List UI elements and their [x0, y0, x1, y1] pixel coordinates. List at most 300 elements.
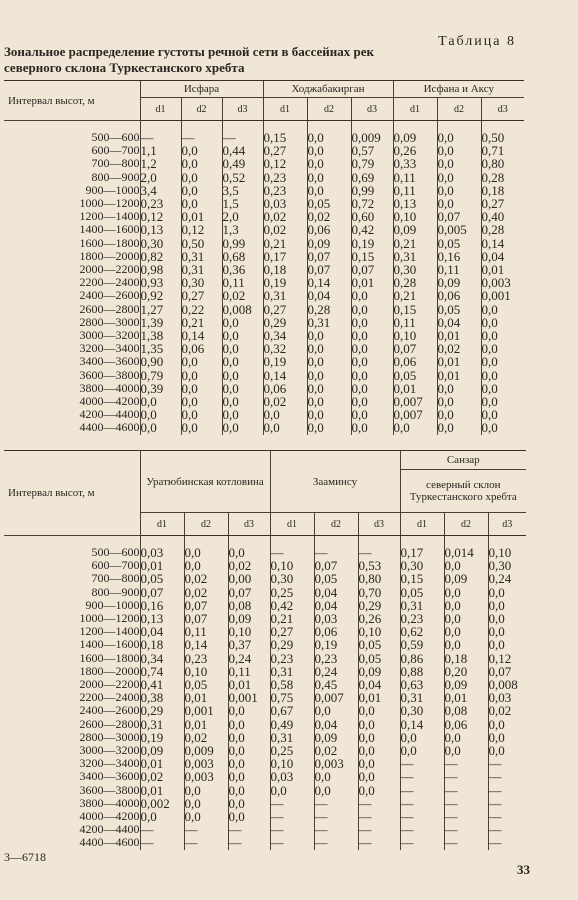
value-cell: 0,62 — [400, 625, 444, 638]
value-cell: 0,0 — [140, 395, 181, 408]
value-cell: 0,0 — [351, 408, 393, 421]
value-cell: 0,27 — [181, 289, 222, 302]
value-cell: 0,17 — [263, 250, 307, 263]
value-cell: 0,0 — [307, 408, 351, 421]
value-cell: 0,05 — [184, 678, 228, 691]
column-header: d2 — [184, 513, 228, 536]
value-cell: 0,30 — [393, 263, 437, 276]
value-cell: 0,0 — [437, 131, 481, 144]
value-cell: — — [181, 131, 222, 144]
value-cell: 0,30 — [400, 704, 444, 717]
interval-cell: 900—1000 — [85, 597, 140, 612]
value-cell: 0,0 — [181, 421, 222, 434]
value-cell: 0,0 — [351, 382, 393, 395]
value-cell: 0,39 — [140, 382, 181, 395]
value-cell: 0,02 — [222, 289, 263, 302]
value-cell: 0,0 — [481, 303, 524, 316]
value-cell: 0,12 — [181, 223, 222, 236]
value-cell: 0,07 — [307, 250, 351, 263]
value-cell: 0,0 — [181, 144, 222, 157]
value-cell: 0,26 — [393, 144, 437, 157]
value-cell: 0,0 — [263, 408, 307, 421]
interval-cell: 2400—2600 — [79, 288, 140, 303]
value-cell: 0,0 — [181, 184, 222, 197]
value-cell: 0,05 — [314, 572, 358, 585]
title-line-1: Зональное распределение густоты речной сети в бассейнах рек — [4, 44, 374, 59]
value-cell: 0,0 — [351, 395, 393, 408]
value-cell: 0,59 — [400, 638, 444, 651]
interval-cell: 3000—3200 — [79, 743, 140, 758]
interval-cell: 2600—2800 — [79, 301, 140, 316]
value-cell: 0,09 — [140, 744, 184, 757]
value-cell: 0,0 — [351, 355, 393, 368]
value-cell: 0,0 — [351, 329, 393, 342]
value-cell: 0,0 — [351, 289, 393, 302]
column-header: d2 — [307, 98, 351, 121]
interval-cell: 2400—2600 — [79, 703, 140, 718]
value-cell: 0,0 — [488, 599, 526, 612]
value-cell: 0,0 — [222, 316, 263, 329]
value-cell: 3,5 — [222, 184, 263, 197]
interval-cell: 4000—4200 — [79, 394, 140, 409]
value-cell: 0,0 — [481, 382, 524, 395]
value-cell: 0,0 — [437, 395, 481, 408]
value-cell: 0,0 — [270, 784, 314, 797]
value-cell: 1,5 — [222, 197, 263, 210]
table-row — [4, 718, 526, 731]
value-cell: 1,27 — [140, 303, 181, 316]
value-cell: 0,0 — [314, 784, 358, 797]
value-cell: — — [314, 797, 358, 810]
value-cell: — — [314, 810, 358, 823]
value-cell: 0,15 — [393, 303, 437, 316]
value-cell: 0,19 — [351, 237, 393, 250]
value-cell: 0,0 — [140, 421, 181, 434]
value-cell: 0,24 — [488, 572, 526, 585]
interval-cell: 4200—4400 — [79, 822, 140, 837]
table-row — [4, 836, 526, 849]
value-cell: 0,0 — [140, 408, 181, 421]
value-cell: — — [140, 836, 184, 849]
table-label: Таблица 8 — [438, 34, 516, 49]
value-cell: 0,07 — [184, 599, 228, 612]
value-cell: 0,001 — [228, 691, 270, 704]
value-cell: 0,99 — [351, 184, 393, 197]
value-cell: 0,0 — [181, 369, 222, 382]
value-cell: 0,01 — [140, 784, 184, 797]
value-cell: 0,0 — [222, 342, 263, 355]
interval-cell: 500—600 — [91, 130, 140, 144]
value-cell: 0,38 — [140, 691, 184, 704]
interval-header: Интервал высот, м — [4, 81, 140, 121]
value-cell: 0,06 — [444, 718, 488, 731]
value-cell: — — [444, 823, 488, 836]
value-cell: — — [444, 810, 488, 823]
value-cell: 0,07 — [393, 342, 437, 355]
value-cell: 0,23 — [184, 652, 228, 665]
print-code: 3—6718 — [4, 850, 46, 864]
value-cell: 0,0 — [351, 316, 393, 329]
value-cell: — — [488, 810, 526, 823]
value-cell: 0,06 — [393, 355, 437, 368]
value-cell: 0,01 — [437, 355, 481, 368]
value-cell: 0,11 — [228, 665, 270, 678]
value-cell: 0,70 — [358, 586, 400, 599]
value-cell: 2,0 — [140, 171, 181, 184]
value-cell: 0,05 — [437, 237, 481, 250]
value-cell: 0,10 — [393, 210, 437, 223]
value-cell: 0,002 — [140, 797, 184, 810]
value-cell: — — [228, 836, 270, 849]
table-row — [4, 638, 526, 651]
value-cell: 0,0 — [228, 718, 270, 731]
value-cell: 2,0 — [222, 210, 263, 223]
value-cell: 0,27 — [263, 303, 307, 316]
interval-cell: 900—1000 — [85, 182, 140, 197]
value-cell: 0,29 — [358, 599, 400, 612]
value-cell: 0,0 — [444, 599, 488, 612]
value-cell: 0,0 — [444, 559, 488, 572]
interval-cell: 3600—3800 — [79, 367, 140, 382]
value-cell: 0,09 — [437, 276, 481, 289]
value-cell: 0,0 — [481, 329, 524, 342]
value-cell: 0,0 — [393, 421, 437, 434]
value-cell: 0,0 — [222, 355, 263, 368]
column-header: d2 — [437, 98, 481, 121]
value-cell: 0,49 — [270, 718, 314, 731]
value-cell: 0,17 — [400, 546, 444, 559]
value-cell: — — [488, 757, 526, 770]
value-cell: 0,88 — [400, 665, 444, 678]
value-cell: 0,0 — [400, 744, 444, 757]
value-cell: 0,32 — [263, 342, 307, 355]
column-header: d2 — [444, 513, 488, 536]
value-cell: 0,01 — [228, 678, 270, 691]
value-cell: 0,79 — [351, 157, 393, 170]
value-cell: 0,25 — [270, 586, 314, 599]
value-cell: 1,35 — [140, 342, 181, 355]
interval-cell: 800—900 — [91, 584, 140, 599]
value-cell: 0,07 — [184, 612, 228, 625]
value-cell: 0,0 — [184, 797, 228, 810]
value-cell: 0,06 — [314, 625, 358, 638]
value-cell: 0,49 — [222, 157, 263, 170]
value-cell: 0,01 — [184, 691, 228, 704]
value-cell: 0,0 — [358, 731, 400, 744]
interval-cell: 1400—1600 — [79, 222, 140, 237]
interval-cell: 2000—2200 — [79, 677, 140, 692]
column-header: d1 — [140, 98, 181, 121]
table-row — [4, 586, 526, 599]
value-cell: 0,0 — [181, 355, 222, 368]
value-cell: 1,2 — [140, 157, 181, 170]
value-cell: 0,06 — [263, 382, 307, 395]
value-cell: 0,52 — [222, 171, 263, 184]
value-cell: 0,14 — [400, 718, 444, 731]
value-cell: 0,0 — [358, 744, 400, 757]
value-cell: 0,0 — [307, 144, 351, 157]
value-cell: 0,0 — [444, 586, 488, 599]
value-cell: 0,04 — [307, 289, 351, 302]
value-cell: 0,58 — [270, 678, 314, 691]
value-cell: 0,18 — [444, 652, 488, 665]
value-cell: 0,06 — [437, 289, 481, 302]
value-cell: 0,0 — [307, 382, 351, 395]
value-cell: 0,02 — [184, 572, 228, 585]
value-cell: — — [140, 131, 181, 144]
interval-cell: 2800—3000 — [79, 314, 140, 329]
interval-cell: 3400—3600 — [79, 769, 140, 784]
value-cell: 0,0 — [228, 744, 270, 757]
value-cell: — — [444, 797, 488, 810]
column-header: d1 — [140, 513, 184, 536]
value-cell: 0,0 — [181, 395, 222, 408]
interval-cell: 1000—1200 — [79, 611, 140, 626]
value-cell: 0,60 — [351, 210, 393, 223]
value-cell: 0,014 — [444, 546, 488, 559]
value-cell: 0,16 — [140, 599, 184, 612]
value-cell: 0,0 — [358, 704, 400, 717]
value-cell: 0,40 — [481, 210, 524, 223]
value-cell: 0,0 — [184, 546, 228, 559]
value-cell: 0,0 — [437, 197, 481, 210]
value-cell: 3,4 — [140, 184, 181, 197]
value-cell: 0,0 — [222, 421, 263, 434]
value-cell: 0,0 — [228, 546, 270, 559]
value-cell: 0,04 — [358, 678, 400, 691]
value-cell: 0,0 — [488, 625, 526, 638]
value-cell: 0,33 — [393, 157, 437, 170]
interval-cell: 600—700 — [91, 143, 140, 158]
value-cell: 0,06 — [181, 342, 222, 355]
value-cell: — — [270, 810, 314, 823]
value-cell: 0,08 — [444, 704, 488, 717]
value-cell: — — [444, 784, 488, 797]
value-cell: 0,04 — [481, 250, 524, 263]
value-cell: 0,09 — [444, 572, 488, 585]
value-cell: 0,22 — [181, 303, 222, 316]
value-cell: 0,05 — [437, 303, 481, 316]
value-cell: 0,0 — [437, 157, 481, 170]
value-cell: 0,001 — [184, 704, 228, 717]
value-cell: — — [314, 546, 358, 559]
value-cell: 0,10 — [270, 559, 314, 572]
value-cell: — — [400, 784, 444, 797]
table-upper — [4, 80, 524, 435]
value-cell: 0,11 — [184, 625, 228, 638]
value-cell: 0,0 — [181, 197, 222, 210]
value-cell: 0,14 — [307, 276, 351, 289]
interval-cell: 1000—1200 — [79, 196, 140, 211]
value-cell: — — [270, 546, 314, 559]
column-header: d3 — [481, 98, 524, 121]
value-cell: — — [444, 770, 488, 783]
value-cell: — — [444, 836, 488, 849]
value-cell: 0,07 — [307, 263, 351, 276]
value-cell: 0,01 — [351, 276, 393, 289]
value-cell: 0,07 — [488, 665, 526, 678]
column-header: d1 — [393, 98, 437, 121]
value-cell: 0,19 — [263, 276, 307, 289]
interval-cell: 3600—3800 — [79, 782, 140, 797]
value-cell: 0,01 — [181, 210, 222, 223]
interval-cell: 3800—4000 — [79, 795, 140, 810]
value-cell: 0,0 — [222, 395, 263, 408]
column-header: d3 — [222, 98, 263, 121]
value-cell: — — [400, 823, 444, 836]
value-cell: 0,02 — [184, 586, 228, 599]
value-cell: 0,21 — [393, 289, 437, 302]
value-cell: 0,93 — [140, 276, 181, 289]
value-cell: 0,00 — [228, 572, 270, 585]
value-cell: 0,0 — [351, 369, 393, 382]
table-row — [4, 157, 524, 170]
value-cell: 0,03 — [140, 546, 184, 559]
value-cell: 0,19 — [263, 355, 307, 368]
interval-cell: 1600—1800 — [79, 235, 140, 250]
value-cell: 0,003 — [481, 276, 524, 289]
interval-cell: 3200—3400 — [79, 756, 140, 771]
value-cell: 0,10 — [228, 625, 270, 638]
value-cell: 0,0 — [481, 395, 524, 408]
value-cell: 0,29 — [270, 638, 314, 651]
value-cell: 0,0 — [444, 612, 488, 625]
value-cell: 0,05 — [393, 369, 437, 382]
value-cell: 0,0 — [488, 731, 526, 744]
value-cell: 0,12 — [263, 157, 307, 170]
value-cell: 0,50 — [481, 131, 524, 144]
value-cell: — — [358, 836, 400, 849]
value-cell: — — [400, 797, 444, 810]
value-cell: 0,0 — [314, 704, 358, 717]
column-header: d3 — [228, 513, 270, 536]
column-header: d2 — [314, 513, 358, 536]
value-cell: 0,57 — [351, 144, 393, 157]
value-cell: 0,02 — [263, 395, 307, 408]
value-cell: — — [184, 836, 228, 849]
interval-cell: 2200—2400 — [79, 275, 140, 290]
value-cell: 0,23 — [400, 612, 444, 625]
value-cell: 0,0 — [437, 144, 481, 157]
value-cell: 0,0 — [400, 731, 444, 744]
interval-cell: 700—800 — [91, 571, 140, 586]
value-cell: 0,007 — [314, 691, 358, 704]
value-cell: 0,0 — [307, 421, 351, 434]
value-cell: 0,0 — [140, 810, 184, 823]
value-cell: 0,13 — [140, 223, 181, 236]
value-cell: 0,27 — [263, 144, 307, 157]
column-header: d1 — [400, 513, 444, 536]
value-cell: 0,10 — [270, 757, 314, 770]
value-cell: — — [270, 797, 314, 810]
value-cell: — — [270, 836, 314, 849]
value-cell: 0,15 — [263, 131, 307, 144]
value-cell: — — [358, 823, 400, 836]
value-cell: 0,02 — [228, 559, 270, 572]
value-cell: 0,03 — [488, 691, 526, 704]
value-cell: — — [400, 770, 444, 783]
value-cell: 0,23 — [263, 171, 307, 184]
value-cell: 0,28 — [307, 303, 351, 316]
value-cell: 0,0 — [314, 770, 358, 783]
value-cell: — — [140, 823, 184, 836]
value-cell: 0,008 — [488, 678, 526, 691]
value-cell: 0,02 — [263, 210, 307, 223]
value-cell: 0,11 — [437, 263, 481, 276]
value-cell: 0,008 — [222, 303, 263, 316]
value-cell: 0,02 — [314, 744, 358, 757]
column-header: d3 — [488, 513, 526, 536]
group-header: Исфара — [140, 81, 263, 98]
value-cell: 0,07 — [314, 559, 358, 572]
value-cell: 0,04 — [314, 718, 358, 731]
value-cell: 0,30 — [488, 559, 526, 572]
value-cell: 0,03 — [270, 770, 314, 783]
value-cell: 0,21 — [393, 237, 437, 250]
value-cell: 0,0 — [184, 810, 228, 823]
value-cell: 0,0 — [307, 157, 351, 170]
table-row — [4, 572, 526, 585]
value-cell: 0,23 — [263, 184, 307, 197]
value-cell: 0,0 — [444, 625, 488, 638]
value-cell: 0,01 — [184, 718, 228, 731]
value-cell: 0,21 — [181, 316, 222, 329]
value-cell: 0,01 — [140, 757, 184, 770]
interval-cell: 2600—2800 — [79, 716, 140, 731]
value-cell: 0,003 — [184, 757, 228, 770]
value-cell: 0,53 — [358, 559, 400, 572]
value-cell: 0,0 — [358, 718, 400, 731]
value-cell: 0,42 — [270, 599, 314, 612]
value-cell: 0,04 — [314, 586, 358, 599]
sanzar-subheader: северный склон Туркестанского хребта — [400, 470, 526, 513]
value-cell: 0,11 — [393, 316, 437, 329]
value-cell: 0,34 — [140, 652, 184, 665]
value-cell: 0,13 — [393, 197, 437, 210]
value-cell: 0,31 — [181, 263, 222, 276]
value-cell: 0,02 — [263, 223, 307, 236]
value-cell: 0,11 — [222, 276, 263, 289]
interval-cell: 4200—4400 — [79, 407, 140, 422]
value-cell: 0,08 — [228, 599, 270, 612]
value-cell: 0,71 — [481, 144, 524, 157]
value-cell: 0,0 — [351, 303, 393, 316]
value-cell: 0,99 — [222, 237, 263, 250]
interval-cell: 3000—3200 — [79, 328, 140, 343]
value-cell: 0,0 — [307, 131, 351, 144]
value-cell: 0,0 — [488, 586, 526, 599]
value-cell: 0,09 — [444, 678, 488, 691]
value-cell: 0,01 — [481, 263, 524, 276]
interval-cell: 1400—1600 — [79, 637, 140, 652]
interval-cell: 800—900 — [91, 169, 140, 184]
value-cell: 0,26 — [358, 612, 400, 625]
value-cell: — — [270, 823, 314, 836]
group-header: Уратюбинская котловина — [140, 451, 270, 513]
value-cell: 0,05 — [400, 586, 444, 599]
value-cell: 0,19 — [140, 731, 184, 744]
interval-cell: 1600—1800 — [79, 650, 140, 665]
value-cell: 0,09 — [358, 665, 400, 678]
value-cell: 0,27 — [270, 625, 314, 638]
value-cell: 0,16 — [437, 250, 481, 263]
value-cell: 0,0 — [228, 770, 270, 783]
value-cell: 0,0 — [481, 316, 524, 329]
value-cell: — — [314, 836, 358, 849]
value-cell: 0,0 — [444, 638, 488, 651]
table-row — [4, 784, 526, 797]
value-cell: 0,23 — [140, 197, 181, 210]
